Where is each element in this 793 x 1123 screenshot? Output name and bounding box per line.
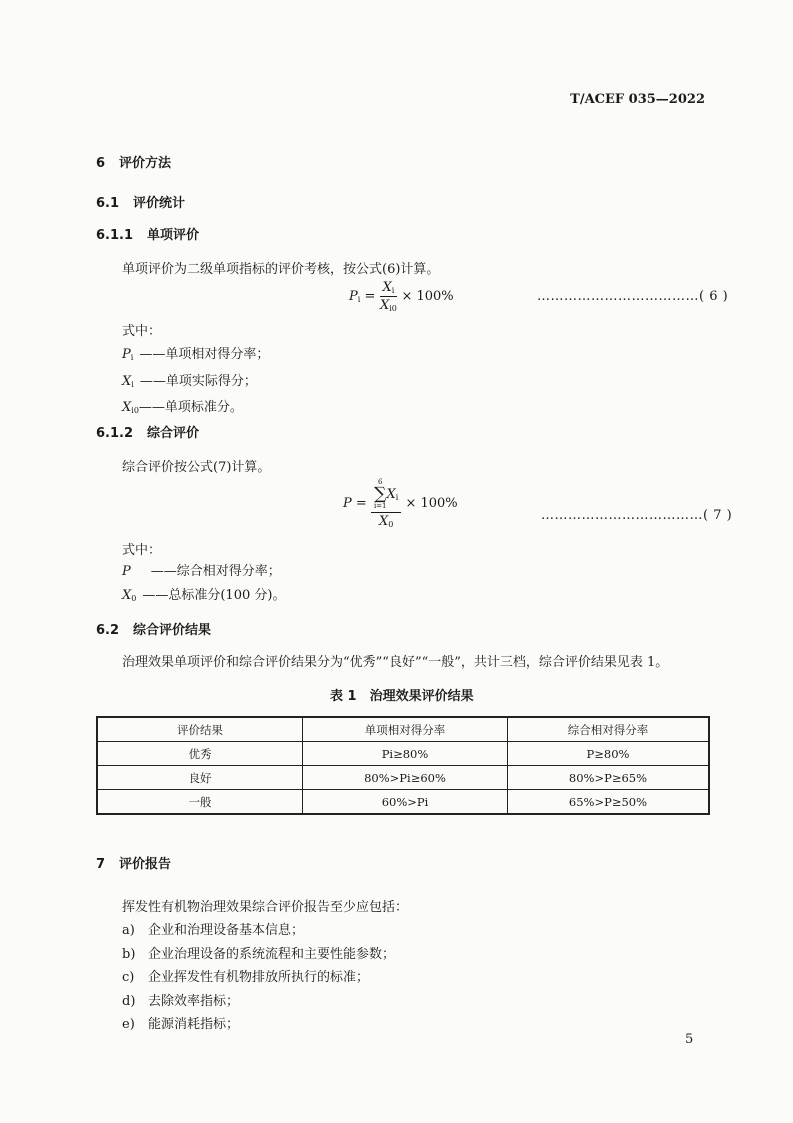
formula-eq: =	[364, 289, 376, 304]
formula-dots: ………………………………	[541, 508, 703, 523]
definition-row	[122, 396, 269, 423]
definition-symbol: X	[122, 587, 132, 603]
definition-text: ——单项标准分。	[138, 400, 243, 415]
list-text: 企业治理设备的系统流程和主要性能参数；	[148, 946, 396, 962]
paragraph-7: 挥发性有机物治理效果综合评价报告至少应包括：	[122, 900, 409, 915]
section-6-heading	[96, 152, 171, 171]
table-cell: Pi≥80%	[303, 742, 508, 766]
definition-list	[122, 560, 285, 610]
formula-tail: × 100%	[401, 289, 454, 304]
section-number: 6.2	[96, 623, 120, 638]
section-title: 评价报告	[119, 857, 172, 872]
list-item	[122, 943, 395, 967]
list-marker: e)	[122, 1017, 135, 1032]
table-header-cell: 评价结果	[97, 717, 303, 742]
list-item	[122, 990, 395, 1014]
table-cell: 优秀	[97, 742, 303, 766]
section-6-1-2-heading	[96, 422, 199, 441]
list-item	[122, 1013, 395, 1037]
section-title: 评价统计	[133, 196, 186, 211]
formula-6	[349, 280, 454, 313]
sum-upper-limit: 6	[377, 478, 383, 486]
where-label: 式中：	[122, 543, 162, 558]
formula-lhs-sub: i	[357, 295, 361, 304]
list-text: 能源消耗指标；	[148, 1017, 240, 1032]
paragraph-6-1-1: 单项评价为二级单项指标的评价考核，按公式(6)计算。	[122, 262, 440, 277]
table-caption: 表 1 治理效果评价结果	[330, 689, 474, 704]
definition-symbol-sub: i0	[131, 406, 139, 415]
definition-text: ——总标准分(100 分)。	[142, 587, 286, 603]
table-cell: 80%>Pi≥60%	[303, 766, 508, 790]
section-7-heading	[96, 853, 171, 872]
table-cell: 65%>P≥50%	[508, 790, 710, 815]
formula-numerator-sub: i	[395, 493, 399, 502]
formula-label: ( 7 )	[703, 508, 733, 523]
formula-numerator-sub: i	[391, 286, 395, 295]
definition-row	[122, 560, 285, 584]
formula-fraction	[380, 280, 398, 313]
report-contents-list	[122, 919, 395, 1037]
list-marker: c)	[122, 970, 135, 985]
formula-7-leader	[541, 508, 732, 523]
section-6-2-heading	[96, 619, 211, 638]
paragraph-6-2: 治理效果单项评价和综合评价结果分为“优秀”“良好”“一般”，共计三档，综合评价结果见表 1。	[122, 655, 669, 670]
formula-7	[343, 478, 458, 529]
definition-symbol: X	[122, 400, 132, 415]
formula-fraction	[371, 478, 401, 529]
paragraph-6-1-2: 综合评价按公式(7)计算。	[122, 460, 271, 475]
list-text: 企业和治理设备基本信息；	[148, 923, 305, 938]
section-number: 6	[96, 156, 106, 171]
sum-lower-limit: i=1	[373, 502, 387, 510]
formula-denominator-sub: 0	[388, 520, 394, 529]
table-cell: 一般	[97, 790, 303, 815]
list-item	[122, 919, 395, 943]
definition-symbol-sub: 0	[131, 593, 137, 603]
table-row	[97, 742, 709, 766]
definition-symbol-sub: i	[131, 379, 134, 389]
section-number: 6.1	[96, 196, 120, 211]
formula-denominator: X	[378, 514, 389, 529]
section-number: 7	[96, 857, 106, 872]
list-text: 去除效率指标；	[148, 993, 240, 1009]
table-cell: 60%>Pi	[303, 790, 508, 815]
formula-label: ( 6 )	[699, 289, 729, 304]
definition-text: ——单项实际得分；	[139, 373, 257, 389]
table-cell: 良好	[97, 766, 303, 790]
formula-denominator: X	[379, 298, 390, 313]
table-header-cell: 单项相对得分率	[303, 717, 508, 742]
definition-list	[122, 343, 269, 423]
table-cell: 80%>P≥65%	[508, 766, 710, 790]
results-table	[96, 716, 710, 815]
formula-lhs: P	[343, 496, 352, 511]
section-number: 6.1.2	[96, 426, 134, 441]
section-title: 综合评价结果	[133, 623, 212, 638]
doc-id: T/ACEF 035—2022	[570, 92, 705, 107]
table-cell: P≥80%	[508, 742, 710, 766]
sum-sign: ∑	[374, 484, 387, 504]
definition-text: ——单项相对得分率；	[139, 347, 270, 362]
section-6-1-1-heading	[96, 224, 199, 243]
section-number: 6.1.1	[96, 228, 134, 243]
definition-symbol: P	[122, 347, 131, 362]
list-item	[122, 966, 395, 990]
formula-numerator: X	[386, 487, 396, 502]
list-marker: b)	[122, 946, 136, 962]
formula-dots: ………………………………	[537, 289, 699, 304]
list-marker: a)	[122, 923, 135, 938]
section-title: 单项评价	[147, 228, 200, 243]
formula-6-leader	[537, 289, 728, 304]
page-number: 5	[685, 1032, 694, 1047]
section-title: 综合评价	[147, 426, 200, 441]
list-text: 企业挥发性有机物排放所执行的标准；	[148, 970, 370, 985]
definition-symbol: X	[122, 373, 132, 389]
formula-tail: × 100%	[405, 496, 458, 511]
definition-row	[122, 343, 269, 370]
list-marker: d)	[122, 993, 136, 1009]
definition-symbol-sub: i	[130, 353, 134, 362]
section-title: 评价方法	[119, 156, 172, 171]
formula-lhs: P	[349, 289, 358, 304]
section-6-1-heading	[96, 192, 185, 211]
formula-numerator: X	[382, 280, 392, 295]
formula-denominator-sub: i0	[389, 304, 397, 313]
formula-eq: =	[355, 496, 367, 511]
summation	[374, 478, 387, 511]
definition-row	[122, 584, 285, 611]
definition-row	[122, 370, 269, 397]
table-row	[97, 766, 709, 790]
where-label: 式中：	[122, 324, 162, 339]
table-row	[97, 790, 709, 815]
table-header-row	[97, 717, 709, 742]
table-header-cell: 综合相对得分率	[508, 717, 710, 742]
definition-text: ——综合相对得分率；	[150, 564, 281, 579]
definition-symbol: P	[122, 564, 131, 579]
